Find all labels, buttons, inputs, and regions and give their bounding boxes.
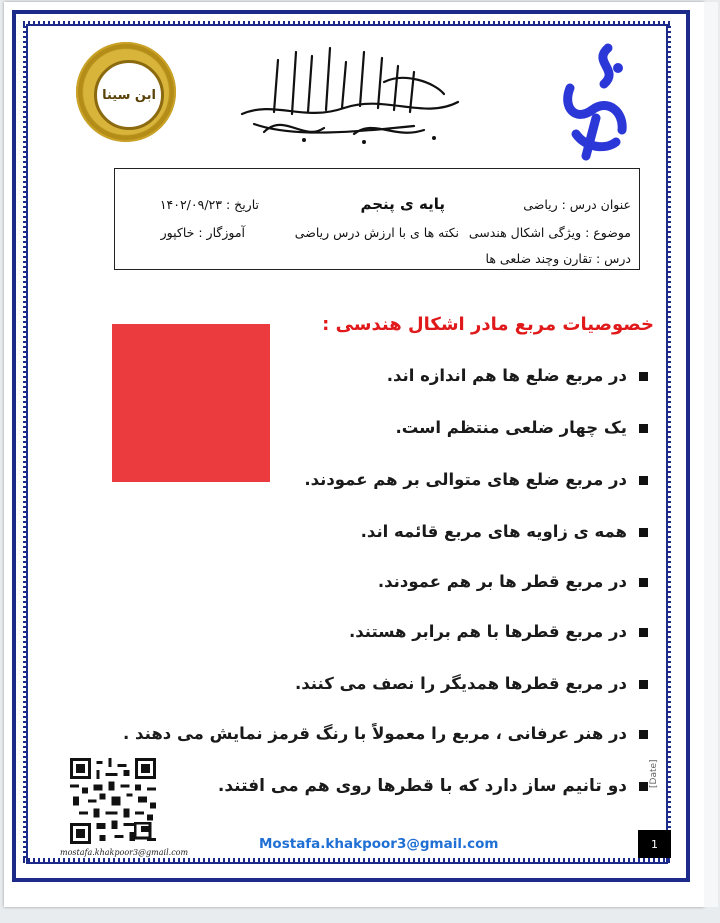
list-item: در مربع قطرها همدیگر را نصف می کنند. [295,674,648,693]
riazi-logo [556,38,636,162]
section-title: خصوصیات مربع مادر اشکال هندسی : [322,314,654,335]
basmala-calligraphy [234,42,464,152]
document-page [4,2,704,907]
list-item: در مربع قطرها با هم برابر هستند. [349,622,648,641]
seal-text: ابن سینا [94,60,164,130]
notes-label: نکته ها ی با ارزش درس ریاضی [294,225,459,240]
grade-label: پایه ی پنجم [360,195,445,213]
list-item: در مربع قطر ها بر هم عمودند. [378,572,648,591]
page-number: 1 [638,830,671,858]
lesson-info-box [114,168,640,270]
qr-caption: mostafa.khakpoor3@gmail.com [60,848,189,857]
list-item: یک چهار ضلعی منتظم است. [395,418,648,437]
school-seal-logo [76,42,176,142]
list-item: در مربع ضلع های متوالی بر هم عمودند. [304,470,648,489]
lesson-label: درس : تقارن وچند ضلعی ها [485,251,631,266]
teacher-label: آموزگار : خاکپور [160,225,245,240]
list-item: در مربع ضلع ها هم اندازه اند. [387,366,648,385]
date-label: تاریخ : ۱۴۰۲/۰۹/۲۳ [159,197,259,212]
email-link[interactable]: Mostafa.khakpoor3@gmail.com [259,836,499,852]
list-item: در هنر عرفانی ، مربع را معمولاً با رنگ قرمز نمایش می دهند . [123,724,648,743]
red-square-illustration [112,324,270,482]
list-item: همه ی زاویه های مربع قائمه اند. [361,522,648,541]
qr-code[interactable] [70,758,156,844]
topic-label: موضوع : ویژگی اشکال هندسی [468,225,631,240]
subject-label: عنوان درس : ریاضی [523,197,631,212]
date-placeholder: [Date] [649,759,659,788]
list-item: دو تانیم ساز دارد که با قطرها روی هم می افتند. [218,776,648,796]
